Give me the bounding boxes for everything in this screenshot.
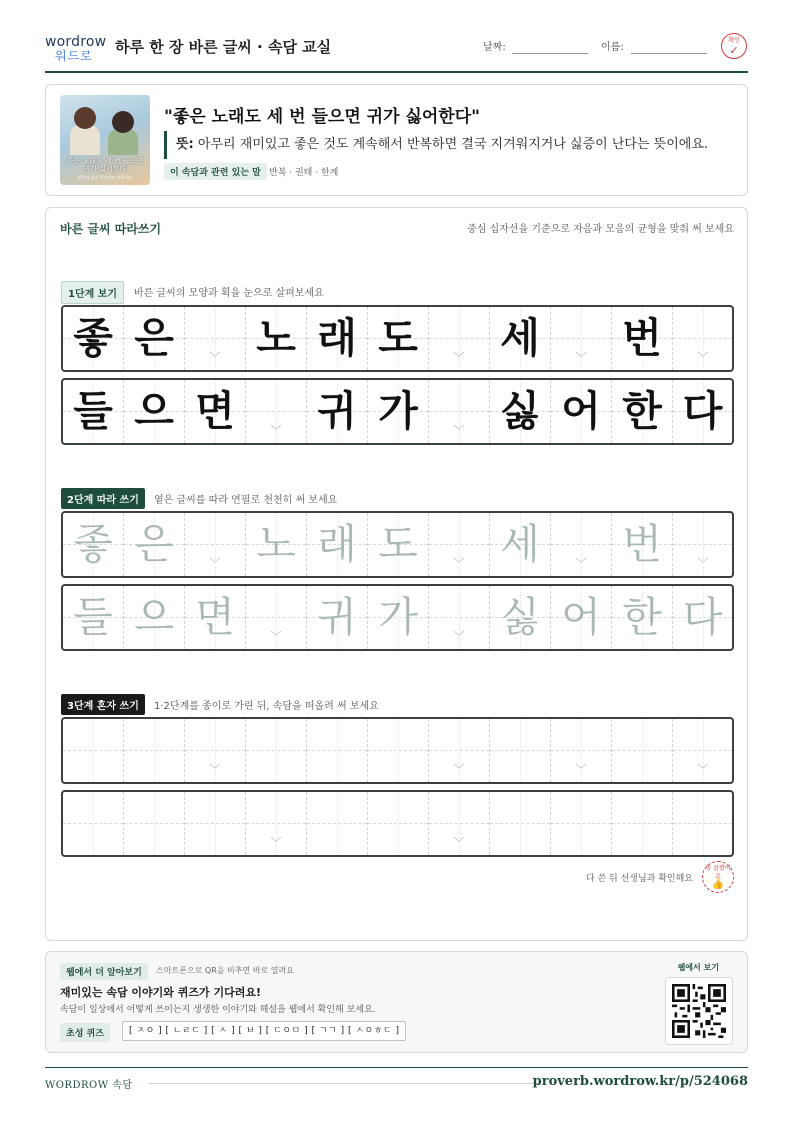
- grid-cell: [124, 307, 185, 370]
- model-character: 번: [622, 314, 662, 362]
- date-field[interactable]: [512, 53, 588, 54]
- grid-cell[interactable]: [368, 792, 429, 855]
- trace-character: 들: [73, 593, 113, 641]
- space-mark-icon: ﹀: [453, 630, 465, 643]
- space-mark-icon: ﹀: [575, 557, 587, 570]
- grid-cell[interactable]: [124, 513, 185, 576]
- illustration-figure-head: [112, 111, 134, 133]
- grid-cell[interactable]: [246, 719, 307, 782]
- grid-cell[interactable]: [490, 586, 551, 649]
- grid-cell[interactable]: [429, 719, 490, 782]
- space-mark-icon: ﹀: [575, 763, 587, 776]
- grid-cell: [124, 380, 185, 443]
- grid-cell[interactable]: [612, 586, 673, 649]
- guide-line-vertical: [398, 719, 399, 782]
- practice-note: 중심 십자선을 기준으로 자음과 모음의 균형을 맞춰 써 보세요: [467, 224, 734, 235]
- qr-label: 웹에서 보기: [677, 963, 719, 972]
- name-field[interactable]: [631, 53, 707, 54]
- web-sub: 스마트폰으로 QR을 비추면 바로 열려요: [156, 966, 294, 975]
- grid-cell[interactable]: [429, 513, 490, 576]
- model-character: 어: [561, 387, 601, 435]
- chosung-quiz: [ ㅈㅇ ] [ ㄴㄹㄷ ] [ ㅅ ] [ ㅂ ] [ ㄷㅇㅁ ] [ ㄱㄱ ] [ ㅅㅇㅎㄷ ]: [122, 1021, 406, 1041]
- related-label: 이 속담과 관련 있는 말: [164, 163, 267, 180]
- web-tag: 웹에서 더 알아보기: [60, 963, 148, 980]
- grid-cell[interactable]: [551, 792, 612, 855]
- grid-cell: [185, 380, 246, 443]
- model-character: 세: [500, 314, 540, 362]
- grid-cell: [551, 380, 612, 443]
- trace-character: 노: [256, 520, 296, 568]
- proverb-illustration: [60, 95, 150, 185]
- step2-grid-row1[interactable]: [61, 511, 734, 578]
- grid-cell[interactable]: [368, 586, 429, 649]
- web-desc: 속담이 일상에서 어떻게 쓰이는지 생생한 이야기와 해설을 웹에서 확인해 보세요.: [60, 1005, 376, 1015]
- trace-character: 도: [378, 520, 418, 568]
- practice-title: 바른 글씨 따라쓰기: [60, 222, 162, 236]
- logo-text: wordrow: [45, 34, 107, 50]
- space-mark-icon: ﹀: [453, 351, 465, 364]
- grid-cell[interactable]: [246, 792, 307, 855]
- wordrow-logo: [45, 34, 107, 64]
- guide-line-vertical: [520, 719, 521, 782]
- footer-divider: [45, 1067, 748, 1068]
- space-mark-icon: ﹀: [697, 763, 709, 776]
- illustration-footer: 아무리 좋은 것이라도 반복하면: [77, 175, 133, 180]
- grid-cell: [673, 307, 732, 370]
- trace-character: 번: [622, 520, 662, 568]
- proverb-card: [45, 84, 748, 196]
- meaning-text: 아무리 재미있고 좋은 것도 계속해서 반복하면 결국 지겨워지거나 싫증이 난다는 뜻이에요.: [197, 137, 709, 152]
- grid-cell: [246, 307, 307, 370]
- model-character: 래: [317, 314, 357, 362]
- illustration-figure-head: [74, 107, 96, 129]
- grid-cell: [490, 307, 551, 370]
- grid-cell[interactable]: [490, 792, 551, 855]
- guide-line-vertical: [337, 719, 338, 782]
- space-mark-icon: ﹀: [209, 351, 221, 364]
- grid-cell[interactable]: [612, 792, 673, 855]
- trace-character: 싫: [500, 593, 540, 641]
- grid-cell: [307, 307, 368, 370]
- model-character: 은: [134, 314, 174, 362]
- trace-character: 세: [500, 520, 540, 568]
- trace-character: 좋: [73, 520, 113, 568]
- grid-cell: [612, 380, 673, 443]
- grid-cell[interactable]: [63, 586, 124, 649]
- grid-cell[interactable]: [185, 586, 246, 649]
- practice-panel: [45, 207, 748, 941]
- grid-cell[interactable]: [307, 792, 368, 855]
- grid-cell[interactable]: [368, 719, 429, 782]
- space-mark-icon: ﹀: [453, 557, 465, 570]
- grid-cell[interactable]: [490, 719, 551, 782]
- grid-cell[interactable]: [429, 586, 490, 649]
- model-character: 좋: [73, 314, 113, 362]
- trace-character: 어: [561, 593, 601, 641]
- footer-brand: WORDROW 속담: [45, 1080, 133, 1091]
- step3-grid-row2[interactable]: [61, 790, 734, 857]
- step1-label: 1단계 보기: [61, 281, 124, 304]
- trace-character: 래: [317, 520, 357, 568]
- grid-cell[interactable]: [307, 586, 368, 649]
- step1-grid-row2: [61, 378, 734, 445]
- guide-line-vertical: [93, 792, 94, 855]
- model-character: 노: [256, 314, 296, 362]
- grid-cell: [63, 307, 124, 370]
- footer-url-link[interactable]: proverb.wordrow.kr/p/524068: [532, 1074, 748, 1089]
- grid-cell: [368, 307, 429, 370]
- space-mark-icon: ﹀: [697, 351, 709, 364]
- trace-character: 으: [134, 593, 174, 641]
- footer-rule: [148, 1083, 538, 1084]
- model-character: 가: [378, 387, 418, 435]
- grid-cell[interactable]: [246, 513, 307, 576]
- grid-cell: [246, 380, 307, 443]
- trace-character: 면: [195, 593, 235, 641]
- qr-code-icon[interactable]: [665, 977, 733, 1045]
- space-mark-icon: ﹀: [270, 424, 282, 437]
- space-mark-icon: ﹀: [270, 630, 282, 643]
- grid-cell[interactable]: [307, 513, 368, 576]
- model-character: 다: [682, 387, 723, 435]
- guide-line-vertical: [215, 792, 216, 855]
- grid-cell[interactable]: [124, 586, 185, 649]
- grid-cell[interactable]: [673, 792, 732, 855]
- trace-character: 은: [134, 520, 174, 568]
- grid-cell: [612, 307, 673, 370]
- space-mark-icon: ﹀: [453, 424, 465, 437]
- grid-cell[interactable]: [551, 719, 612, 782]
- grid-cell[interactable]: [63, 513, 124, 576]
- model-character: 도: [378, 314, 418, 362]
- step1-desc: 바른 글씨의 모양과 획을 눈으로 살펴보세요: [134, 288, 324, 299]
- grid-cell: [185, 307, 246, 370]
- guide-line-vertical: [520, 792, 521, 855]
- grid-cell[interactable]: [185, 719, 246, 782]
- guide-line-vertical: [154, 719, 155, 782]
- step2-label: 2단계 따라 쓰기: [61, 488, 145, 509]
- model-character: 면: [195, 387, 235, 435]
- grid-cell[interactable]: [124, 792, 185, 855]
- date-label: 날짜:: [483, 42, 506, 53]
- trace-character: 한: [622, 593, 662, 641]
- guide-line-vertical: [154, 792, 155, 855]
- grid-cell[interactable]: [612, 513, 673, 576]
- guide-line-vertical: [398, 792, 399, 855]
- model-character: 귀: [317, 387, 357, 435]
- trace-character: 다: [682, 593, 723, 641]
- guide-line-vertical: [642, 792, 643, 855]
- check-stamp-icon: [721, 33, 747, 59]
- trace-character: 귀: [317, 593, 357, 641]
- grid-cell: [368, 380, 429, 443]
- grid-cell[interactable]: [673, 513, 732, 576]
- grid-cell[interactable]: [368, 513, 429, 576]
- grid-cell: [307, 380, 368, 443]
- grid-cell: [490, 380, 551, 443]
- grid-cell[interactable]: [63, 792, 124, 855]
- grid-cell[interactable]: [673, 586, 732, 649]
- stamp-text: 참 잘했어요: [705, 865, 731, 880]
- teacher-check-note: 다 쓴 뒤 선생님과 확인해요: [585, 874, 693, 884]
- grid-cell[interactable]: [551, 513, 612, 576]
- checkmark-icon: ✓: [729, 44, 739, 57]
- space-mark-icon: ﹀: [453, 836, 465, 849]
- guide-line-vertical: [93, 719, 94, 782]
- name-label: 이름:: [601, 42, 624, 53]
- web-headline: 재미있는 속담 이야기와 퀴즈가 기다려요!: [60, 986, 261, 999]
- grid-cell[interactable]: [185, 513, 246, 576]
- illustration-caption: 좋은 노래도 세 번 들으면 귀가 싫어한다: [66, 157, 144, 173]
- guide-line-vertical: [337, 792, 338, 855]
- related-words: 반복 · 권태 · 한계: [269, 168, 339, 178]
- model-character: 으: [134, 387, 174, 435]
- step1-grid-row1: [61, 305, 734, 372]
- thumbs-up-icon: 👍: [711, 879, 725, 890]
- quiz-label: 초성 퀴즈: [60, 1023, 110, 1042]
- illustration-figure: [70, 125, 100, 155]
- step2-desc: 옅은 글씨를 따라 연필로 천천히 써 보세요: [154, 495, 338, 506]
- grid-cell: [63, 380, 124, 443]
- grid-cell[interactable]: [63, 719, 124, 782]
- grid-cell: [551, 307, 612, 370]
- grid-cell[interactable]: [490, 513, 551, 576]
- logo-korean: 워드로: [55, 49, 93, 63]
- grid-cell[interactable]: [612, 719, 673, 782]
- step3-desc: 1·2단계를 종이로 가린 뒤, 속담을 떠올려 써 보세요: [154, 701, 379, 712]
- grid-cell[interactable]: [124, 719, 185, 782]
- grid-cell: [673, 380, 732, 443]
- meaning-label: 뜻:: [176, 137, 194, 152]
- guide-line-vertical: [703, 792, 704, 855]
- page-header: [45, 28, 748, 73]
- space-mark-icon: ﹀: [209, 763, 221, 776]
- space-mark-icon: ﹀: [575, 351, 587, 364]
- page-title: 하루 한 장 바른 글씨 · 속담 교실: [115, 38, 332, 56]
- step3-label: 3단계 혼자 쓰기: [61, 694, 145, 715]
- guide-line-vertical: [642, 719, 643, 782]
- step3-grid-row1[interactable]: [61, 717, 734, 784]
- grid-cell: [429, 307, 490, 370]
- space-mark-icon: ﹀: [697, 557, 709, 570]
- grid-cell[interactable]: [185, 792, 246, 855]
- guide-line-vertical: [581, 792, 582, 855]
- meaning-block: [164, 131, 708, 159]
- trace-character: 가: [378, 593, 418, 641]
- web-info-box: [45, 951, 748, 1053]
- model-character: 들: [73, 387, 113, 435]
- proverb-text: "좋은 노래도 세 번 들으면 귀가 싫어한다": [164, 107, 480, 127]
- space-mark-icon: ﹀: [209, 557, 221, 570]
- grid-cell[interactable]: [551, 586, 612, 649]
- grid-cell: [429, 380, 490, 443]
- grid-cell[interactable]: [246, 586, 307, 649]
- check-stamp-text: 확인: [728, 37, 740, 44]
- model-character: 한: [622, 387, 662, 435]
- grid-cell[interactable]: [307, 719, 368, 782]
- model-character: 싫: [500, 387, 540, 435]
- qr-code-graphic: [672, 984, 726, 1038]
- grid-cell[interactable]: [673, 719, 732, 782]
- guide-line-vertical: [276, 719, 277, 782]
- space-mark-icon: ﹀: [453, 763, 465, 776]
- step2-grid-row2[interactable]: [61, 584, 734, 651]
- space-mark-icon: ﹀: [270, 836, 282, 849]
- well-done-stamp-icon: [702, 861, 734, 893]
- grid-cell[interactable]: [429, 792, 490, 855]
